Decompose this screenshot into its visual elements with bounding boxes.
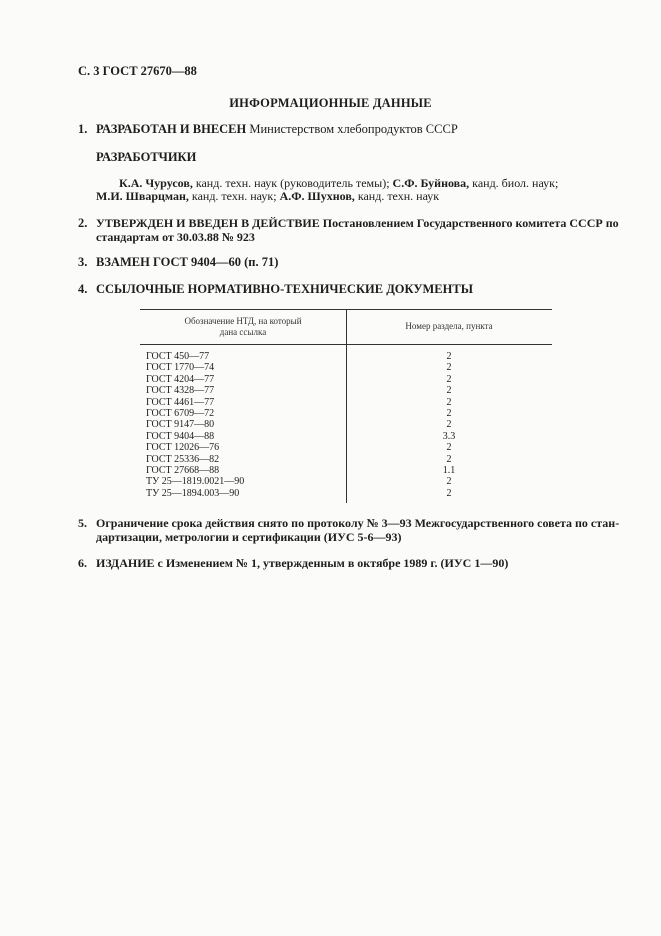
table-cell-section: 2 [446, 408, 452, 419]
item-2 [0, 216, 661, 248]
table-cell-section: 2 [446, 373, 452, 385]
table-header-doc [140, 316, 346, 338]
item-1 [0, 122, 661, 138]
table-cell-doc: ТУ 25—1894.003—90 [146, 487, 240, 499]
item-6-text: ИЗДАНИЕ с Изменением № 1, утвержденным в октябре 1989 г. (ИУС 1—90) [96, 556, 509, 570]
table-cell-doc: ГОСТ 27668—88 [146, 465, 220, 476]
references-table [140, 309, 552, 503]
table-cell-section: 2 [446, 396, 452, 408]
table-cell-section: 2 [446, 419, 452, 431]
developer-role-2: канд. биол. наук; [469, 176, 559, 190]
item-5-line-2: дартизации, метрологии и сертификации (ИУС 5-6—93) [96, 530, 402, 544]
developer-role-3: канд. техн. наук; [188, 189, 280, 203]
table-cell-section: 1.1 [442, 465, 456, 476]
item-1-number: 1. [78, 122, 88, 136]
table-row [140, 419, 552, 430]
table-cell-section: 3.3 [442, 430, 456, 442]
item-2-bold: УТВЕРЖДЕН И ВВЕДЕН В ДЕЙСТВИЕ [96, 216, 320, 230]
item-5-number: 5. [78, 516, 87, 530]
table-row [140, 454, 552, 465]
table-cell-section: 2 [446, 476, 452, 488]
table-cell-section: 2 [446, 442, 452, 454]
table-row [140, 385, 552, 396]
item-3 [0, 255, 661, 271]
table-row [140, 442, 552, 453]
item-2-line-2: стандартам от 30.03.88 № 923 [96, 230, 255, 244]
table-cell-doc: ГОСТ 4328—77 [146, 385, 215, 397]
item-1-rest: Министерством хлебопродуктов СССР [246, 122, 458, 136]
table-cell-section: 2 [446, 487, 452, 499]
item-3-text: ВЗАМЕН ГОСТ 9404—60 (п. 71) [96, 255, 279, 269]
item-4-number: 4. [78, 282, 88, 296]
table-header-doc-line-1: Обозначение НТД, на который [184, 316, 302, 326]
table-cell-doc: ГОСТ 9147—80 [146, 419, 215, 431]
table-row [140, 465, 552, 476]
item-5-line-1: Ограничение срока действия снято по протоколу № 3—93 Межгосударственного совета по стан- [96, 516, 620, 530]
item-4 [0, 282, 661, 298]
item-2-text [96, 216, 619, 231]
developer-role-4: канд. техн. наук [354, 189, 440, 203]
page-header: С. 3 ГОСТ 27670—88 [78, 64, 197, 78]
table-row [140, 431, 552, 442]
table-row [140, 397, 552, 408]
item-2-rest: Постановлением Государственного комитета СССР по [319, 216, 619, 230]
table-row [140, 362, 552, 373]
item-5 [0, 516, 661, 548]
developer-name-4: А.Ф. Шухнов, [279, 189, 355, 203]
table-header-doc-line-2: дана ссылка [219, 327, 267, 337]
table-cell-doc: ГОСТ 1770—74 [146, 362, 215, 374]
item-6-number: 6. [78, 556, 87, 570]
item-3-number: 3. [78, 255, 88, 269]
table-cell-doc: ГОСТ 450—77 [146, 351, 210, 362]
item-1-text [96, 122, 458, 137]
item-2-number: 2. [78, 216, 88, 230]
table-header-section: Номер раздела, пункта [405, 321, 493, 331]
developer-name-2: С.Ф. Буйнова, [392, 176, 470, 190]
table-cell-doc: ГОСТ 25336—82 [146, 453, 220, 465]
section-title: ИНФОРМАЦИОННЫЕ ДАННЫЕ [229, 96, 432, 110]
developer-role-1: канд. техн. наук (руководитель темы); [192, 176, 393, 190]
item-4-text: ССЫЛОЧНЫЕ НОРМАТИВНО-ТЕХНИЧЕСКИЕ ДОКУМЕНТЫ [96, 282, 473, 296]
item-1-bold: РАЗРАБОТАН И ВНЕСЕН [96, 122, 247, 136]
table-cell-section: 2 [446, 453, 452, 465]
table-row [140, 488, 552, 499]
table-cell-section: 2 [446, 351, 452, 362]
item-6 [0, 556, 661, 572]
developers-title: РАЗРАБОТЧИКИ [96, 150, 197, 164]
table-row [140, 374, 552, 385]
table-cell-section: 2 [446, 385, 452, 397]
developer-name-1: К.А. Чурусов, [119, 176, 193, 190]
table-cell-doc: ГОСТ 4204—77 [146, 373, 215, 385]
table-cell-doc: ГОСТ 6709—72 [146, 408, 215, 419]
table-cell-doc: ТУ 25—1819.0021—90 [146, 476, 245, 488]
developer-name-3: М.И. Шварцман, [96, 189, 189, 203]
table-cell-doc: ГОСТ 9404—88 [146, 430, 215, 442]
table-cell-doc: ГОСТ 12026—76 [146, 442, 220, 454]
table-row [140, 351, 552, 362]
table-cell-section: 2 [446, 362, 452, 374]
table-row [140, 408, 552, 419]
table-cell-doc: ГОСТ 4461—77 [146, 396, 215, 408]
table-row [140, 476, 552, 487]
developers-line-2 [96, 189, 439, 204]
